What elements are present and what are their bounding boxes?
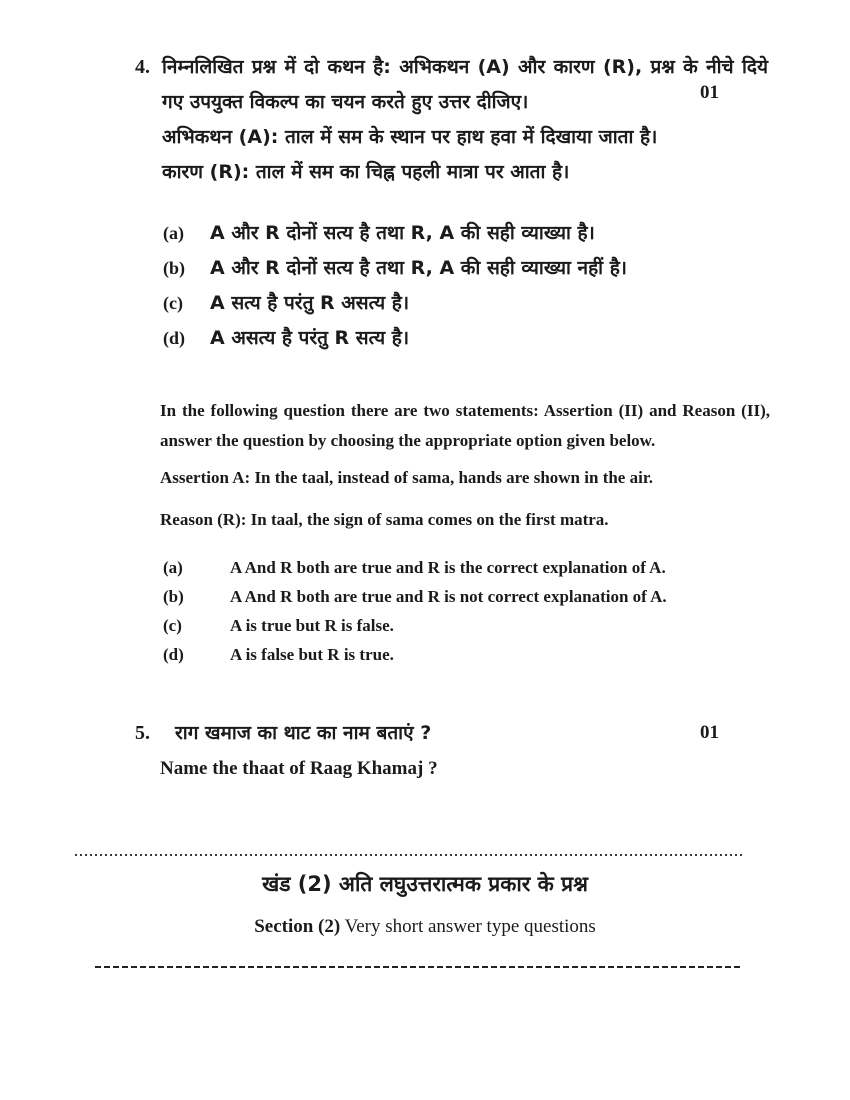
section-2-english-title-rest: Very short answer type questions bbox=[340, 916, 596, 937]
question-5-english-text: Name the thaat of Raag Khamaj ? bbox=[160, 758, 438, 779]
section-2-english-title bbox=[0, 916, 850, 938]
dashed-divider bbox=[95, 966, 740, 968]
question-4-english-assertion: Assertion A: In the taal, instead of sama, hands are shown in the air. bbox=[160, 468, 654, 487]
dotted-divider bbox=[75, 854, 745, 856]
question-5-marks: 01 bbox=[700, 722, 719, 743]
english-option-c-text: A is true but R is false. bbox=[230, 616, 394, 635]
question-4-number: 4. bbox=[135, 56, 150, 78]
english-option-c-label: (c) bbox=[163, 616, 182, 635]
english-option-a-text: A And R both are true and R is the correct explanation of A. bbox=[230, 558, 666, 577]
hindi-option-c-text: A सत्य है परंतु R असत्य है। bbox=[210, 292, 410, 314]
hindi-option-a-label: (a) bbox=[163, 223, 184, 243]
english-option-d-text: A is false but R is true. bbox=[230, 645, 394, 664]
question-4-english-reason: Reason (R): In taal, the sign of sama comes on the first matra. bbox=[160, 510, 609, 529]
question-4-hindi-options bbox=[163, 216, 763, 356]
question-4-hindi-intro: निम्नलिखित प्रश्न में दो कथन है: अभिकथन (A) और कारण (R), प्रश्न के नीचे दिये गए उपयुक्त विकल्प का चयन करते हुए उत्तर दीजिए। bbox=[162, 56, 768, 113]
hindi-option-c bbox=[163, 286, 763, 321]
english-option-c bbox=[163, 611, 768, 640]
question-4-hindi-block bbox=[135, 50, 768, 190]
question-4-marks: 01 bbox=[700, 82, 719, 103]
english-option-a-label: (a) bbox=[163, 558, 183, 577]
hindi-option-b-label: (b) bbox=[163, 258, 185, 278]
hindi-option-b bbox=[163, 251, 763, 286]
english-option-d-label: (d) bbox=[163, 645, 184, 664]
question-4-hindi-reason: कारण (R): ताल में सम का चिह्न पहली मात्रा पर आता है। bbox=[162, 161, 570, 183]
english-option-b-label: (b) bbox=[163, 587, 184, 606]
hindi-option-b-text: A और R दोनों सत्य है तथा R, A की सही व्याख्या नहीं है। bbox=[210, 257, 627, 279]
hindi-option-a-text: A और R दोनों सत्य है तथा R, A की सही व्याख्या है। bbox=[210, 222, 595, 244]
english-option-b bbox=[163, 582, 768, 611]
english-option-a bbox=[163, 553, 768, 582]
hindi-option-d-text: A असत्य है परंतु R सत्य है। bbox=[210, 327, 410, 349]
english-option-b-text: A And R both are true and R is not correct explanation of A. bbox=[230, 587, 667, 606]
english-option-d bbox=[163, 640, 768, 669]
question-5-number: 5. bbox=[135, 722, 150, 744]
section-2-hindi-title: खंड (2) अति लघुउत्तरात्मक प्रकार के प्रश्न bbox=[262, 872, 588, 896]
question-4-english-options bbox=[163, 553, 768, 669]
section-2-english-title-bold: Section (2) bbox=[254, 916, 341, 937]
hindi-option-d bbox=[163, 321, 763, 356]
question-5-hindi-text: राग खमाज का थाट का नाम बताएं ? bbox=[175, 722, 432, 744]
hindi-option-a bbox=[163, 216, 763, 251]
hindi-option-d-label: (d) bbox=[163, 328, 185, 348]
hindi-option-c-label: (c) bbox=[163, 293, 183, 313]
question-5-hindi-row bbox=[135, 718, 768, 748]
question-4-hindi-assertion: अभिकथन (A): ताल में सम के स्थान पर हाथ हवा में दिखाया जाता है। bbox=[162, 126, 658, 148]
question-4-english-intro: In the following question there are two statements: Assertion (II) and Reason (II), answer the question by choosing the appropriate option given below. bbox=[160, 401, 770, 450]
question-4-hindi-text-column bbox=[162, 50, 768, 190]
